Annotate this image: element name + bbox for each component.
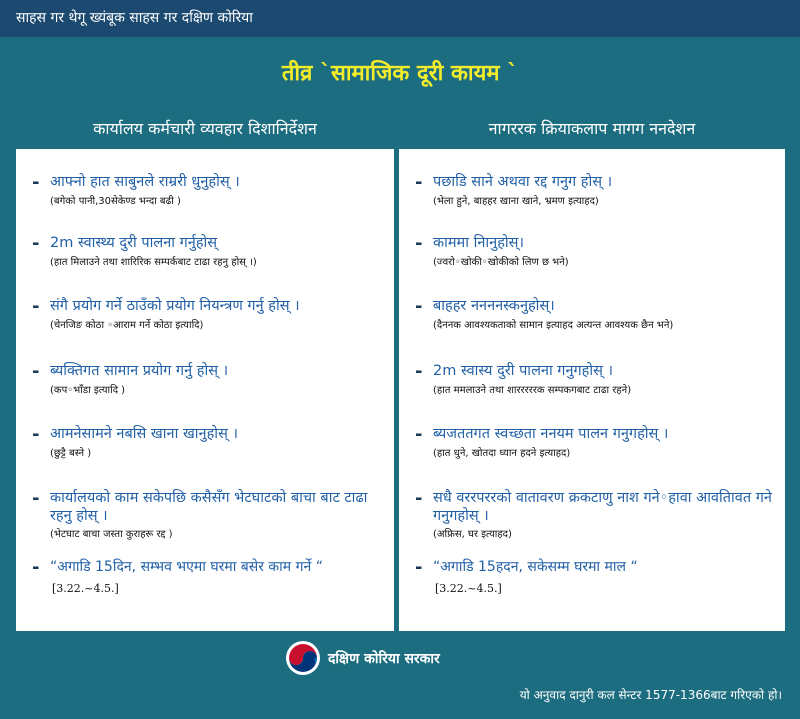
- item-title: 2m स्वास्थ्य दुरी पालना गर्नुहोस्: [50, 235, 218, 251]
- government-logo-group: [286, 641, 440, 675]
- government-name: दक्षिण कोरिया सरकार: [328, 650, 440, 667]
- item-note: (हात मिलाउने तथा शारिरिक सम्पर्कबाट टाढा रहनु होस् ।): [50, 257, 257, 268]
- dash-icon: -: [415, 172, 423, 193]
- item-note: (चेनजिङ कोठा ◦आराम गर्ने कोठा इत्यादि): [50, 320, 204, 331]
- top-bar: [0, 0, 800, 37]
- work-from-home-quote: “अगाडि 15दिन, सम्भव भएमा घरमा बसेर काम गर्ने “: [50, 559, 323, 575]
- dash-icon: -: [32, 172, 40, 193]
- item-title: 2m स्वास्य दुरी पालना गनुगहोस् ।: [433, 363, 614, 379]
- dash-icon: -: [32, 361, 40, 382]
- date-range: [3.22.~4.5.]: [435, 582, 502, 595]
- item-note: (भेटघाट बाचा जस्ता कुराहरू रद्द ): [50, 529, 173, 540]
- item-note: (कप◦भाँडा इत्यादि ): [50, 385, 126, 396]
- item-title: ब्यजततगत स्वच्छता ननयम पालन गनुगहोस् ।: [433, 426, 669, 442]
- item-title: पछाडि साने अथवा रद्द गनुग होस् ।: [433, 174, 613, 190]
- item-title: सधै वररपररको वातावरण क्रकटाणु नाश गने◦हावा आवतिावत गने गनुगहोस् ।: [433, 490, 772, 524]
- left-column-heading: कार्यालय कर्मचारी व्यवहार दिशानिर्देशन: [93, 119, 317, 138]
- right-column-heading: नागररक क्रियाकलाप मागग ननदेशन: [488, 119, 696, 138]
- item-note: (हात ममलाउने तथा शारररररक सम्पकगबाट टाढा रहने): [433, 385, 632, 396]
- dash-icon: -: [32, 424, 40, 445]
- footer-note: यो अनुवाद दानुरी कल सेन्टर 1577-1366बाट गरिएको हो।: [519, 688, 782, 702]
- stay-home-quote: “अगाडि 15हदन, सकेसम्म घरमा माल “: [433, 559, 638, 575]
- item-note: (छुट्टै बस्ने ): [50, 448, 92, 459]
- dash-icon: -: [415, 233, 423, 254]
- item-note: (अफ्रिस, घर इत्याहद): [433, 529, 512, 540]
- citizen-guidelines-panel: [399, 149, 785, 631]
- korea-government-emblem-icon: [286, 641, 320, 675]
- item-title: आमनेसामने नबसि खाना खानुहोस् ।: [50, 426, 238, 442]
- date-range: [3.22.~4.5.]: [52, 582, 119, 595]
- item-title: ब्यक्तिगत सामान प्रयोग गर्नु होस् ।: [50, 363, 229, 379]
- dash-icon: -: [32, 557, 40, 578]
- item-title: संगै प्रयोग गर्ने ठाउँको प्रयोग नियन्त्रण गर्नु होस् ।: [50, 298, 300, 314]
- dash-icon: -: [415, 361, 423, 382]
- dash-icon: -: [415, 424, 423, 445]
- item-title: काममा निानुहोस्।: [433, 235, 524, 251]
- office-guidelines-panel: [16, 149, 394, 631]
- dash-icon: -: [415, 296, 423, 317]
- item-note: (बगेको पानी,30सेकेण्ड भन्दा बढी ): [50, 196, 181, 207]
- dash-icon: -: [32, 233, 40, 254]
- item-note: (भेला हुने, बाहहर खाना खाने, भ्रमण इत्याहद): [433, 196, 599, 207]
- dash-icon: -: [415, 488, 423, 509]
- dash-icon: -: [32, 488, 40, 509]
- item-title: आफ्नो हात साबुनले राम्ररी धुनुहोस् ।: [50, 174, 240, 190]
- item-title: बाहहर ननननस्कनुहोस्।: [433, 298, 555, 314]
- item-note: (दैननक आवश्यकताको सामान इत्याहद अत्यन्त आवश्यक छैन भने): [433, 320, 674, 331]
- dash-icon: -: [32, 296, 40, 317]
- item-note: (ज्वरो◦खोकी◦खोकीको लिण छ भने): [433, 257, 569, 268]
- item-title: कार्यालयको काम सकेपछि कसैसँग भेटघाटको बाचा बाट टाढा रहनु होस् ।: [50, 490, 368, 524]
- breadcrumb: साहस गर थेगू ख्यंबूक साहस गर दक्षिण कोरिया: [16, 10, 253, 26]
- page-title: तीव्र `सामाजिक दूरी कायम `: [281, 61, 519, 86]
- dash-icon: -: [415, 557, 423, 578]
- item-note: (हात धुने, खोतदा ध्यान हदने इत्याहद): [433, 448, 571, 459]
